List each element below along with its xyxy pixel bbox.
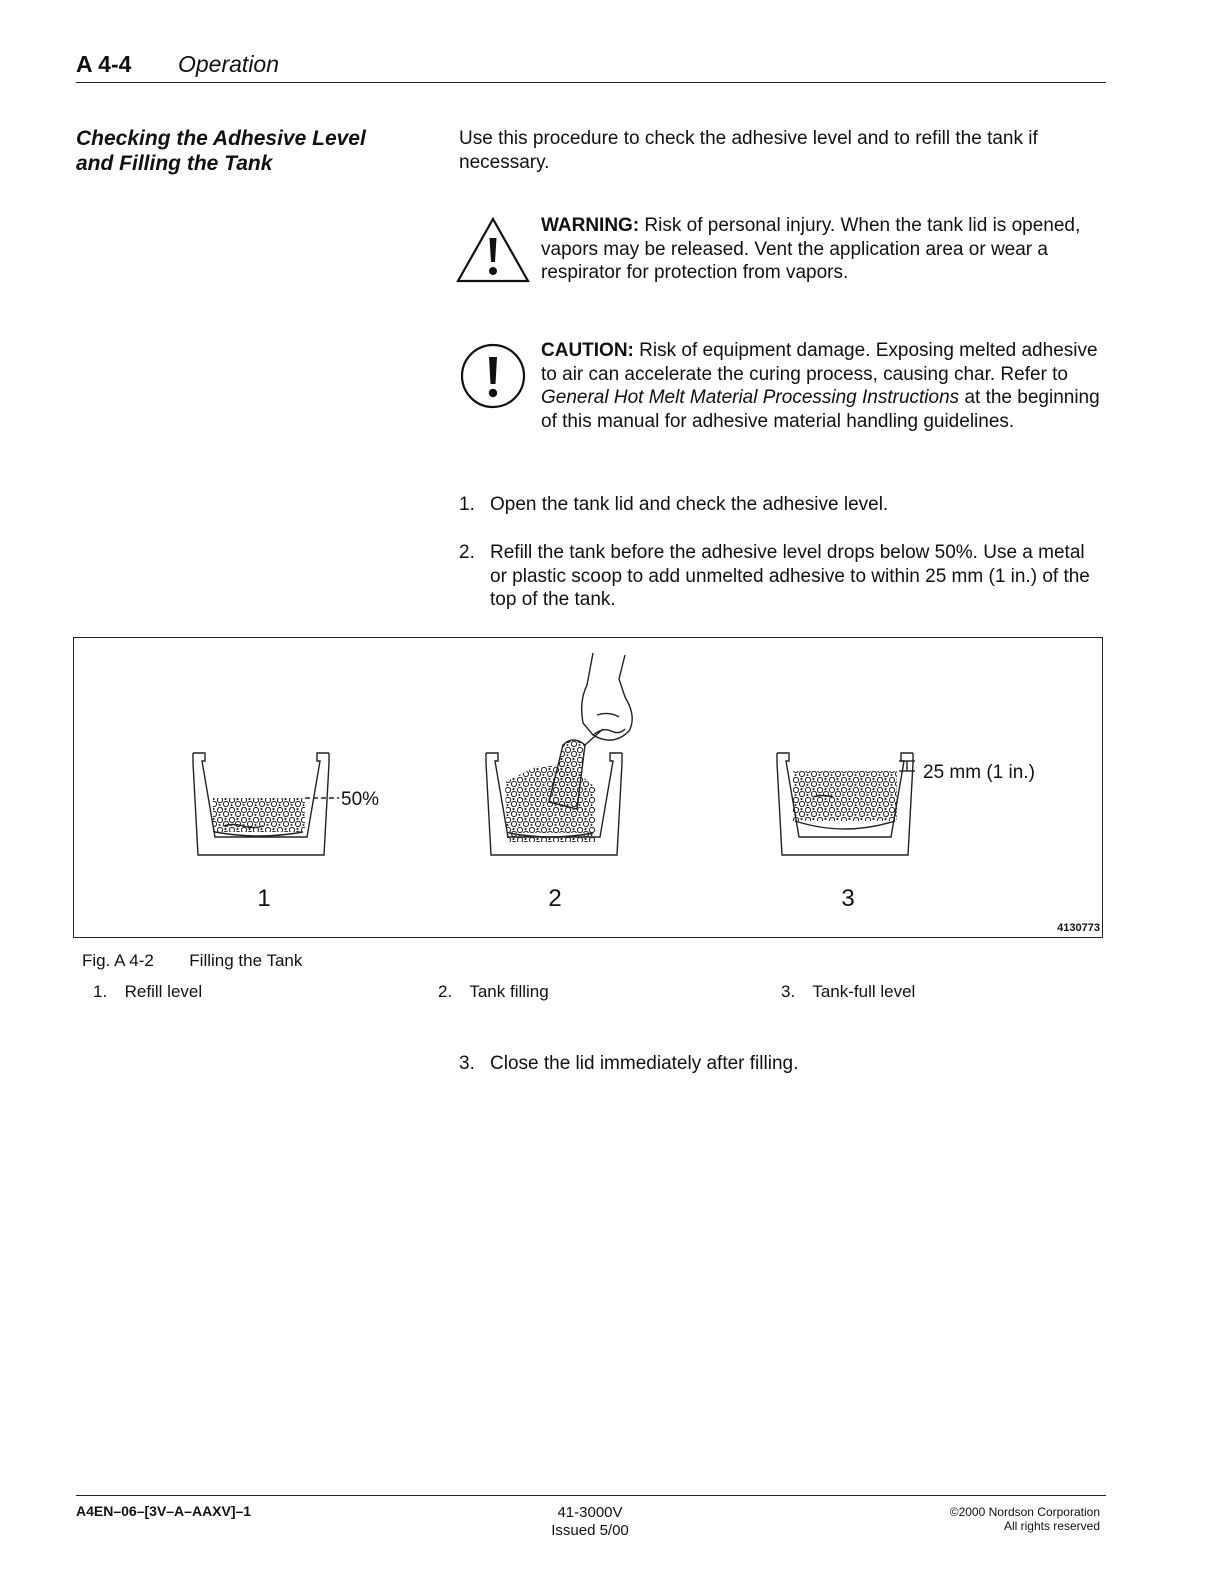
legend-2-text: Tank filling [469, 982, 549, 1001]
warning-message [541, 214, 1111, 285]
caution-circle-icon [459, 342, 527, 410]
caution-text-after: at the beginning of this manual for adhesive material handling guidelines. [541, 387, 1100, 432]
footer-rule [76, 1495, 1106, 1496]
legend-item-2 [438, 982, 549, 1002]
header-rule [76, 82, 1106, 83]
legend-3-number: 3. [781, 982, 796, 1001]
figure-id: 4130773 [1057, 922, 1100, 934]
chapter-title: Operation [178, 51, 280, 77]
page-section-number: A 4-4 [76, 51, 132, 77]
caution-reference: General Hot Melt Material Processing Instructions [541, 387, 960, 408]
panel-number-1: 1 [257, 885, 271, 912]
caution-text-before: Risk of equipment damage. Exposing melted adhesive to air can accelerate the curing process, causing char. Refer to [541, 340, 1098, 385]
section-title-line-2: and Filling the Tank [76, 152, 273, 175]
caution-label: CAUTION: [541, 340, 634, 361]
section-title [76, 126, 436, 176]
section-title-line-1: Checking the Adhesive Level [76, 127, 366, 150]
legend-item-3 [781, 982, 915, 1002]
legend-item-1 [93, 982, 202, 1002]
issue-date: Issued 5/00 [551, 1522, 629, 1539]
step-1-text: Open the tank lid and check the adhesive level. [490, 494, 889, 515]
tank-full-level [777, 753, 915, 855]
footer-part-info [520, 1504, 660, 1540]
tank-refill-level [193, 753, 339, 855]
figure-caption [82, 951, 302, 971]
rights-line: All rights reserved [1003, 1519, 1100, 1533]
step-3-text: Close the lid immediately after filling. [490, 1053, 799, 1074]
legend-3-text: Tank-full level [812, 982, 916, 1001]
legend-1-text: Refill level [124, 982, 203, 1001]
tank-filling [486, 653, 632, 855]
step-2-text: Refill the tank before the adhesive level drops below 50%. Use a metal or plastic scoop to add unmelted adhesive to within 25 mm (1 in.) of the top of the tank. [490, 542, 1090, 610]
step-2-number: 2. [459, 542, 475, 563]
step-3-number: 3. [459, 1053, 475, 1074]
panel-number-2: 2 [548, 885, 562, 912]
legend-2-number: 2. [438, 982, 453, 1001]
warning-text: Risk of personal injury. When the tank lid is opened, vapors may be released. Vent the application area or wear a respirator for protection from vapors. [541, 215, 1081, 283]
step-1 [459, 493, 1109, 517]
step-2 [459, 541, 1109, 613]
panel-number-3: 3 [841, 885, 855, 912]
level-50-label: 50% [341, 789, 380, 810]
step-3 [459, 1052, 1109, 1076]
document-code: A4EN–06–[3V–A–AAXV]–1 [76, 1503, 252, 1519]
caption-number: Fig. A 4-2 [82, 951, 154, 970]
caution-message [541, 339, 1116, 433]
warning-triangle-icon [456, 216, 530, 284]
step-1-number: 1. [459, 494, 475, 515]
copyright-line: ©2000 Nordson Corporation [949, 1505, 1100, 1519]
part-number: 41-3000V [557, 1504, 623, 1521]
caption-title: Filling the Tank [189, 951, 303, 970]
filling-tank-figure [73, 637, 1103, 938]
footer-copyright [860, 1505, 1100, 1533]
warning-label: WARNING: [541, 215, 640, 236]
full-level-label: 25 mm (1 in.) [923, 762, 1035, 783]
intro-paragraph: Use this procedure to check the adhesive level and to refill the tank if necessary. [459, 128, 1038, 173]
legend-1-number: 1. [93, 982, 108, 1001]
